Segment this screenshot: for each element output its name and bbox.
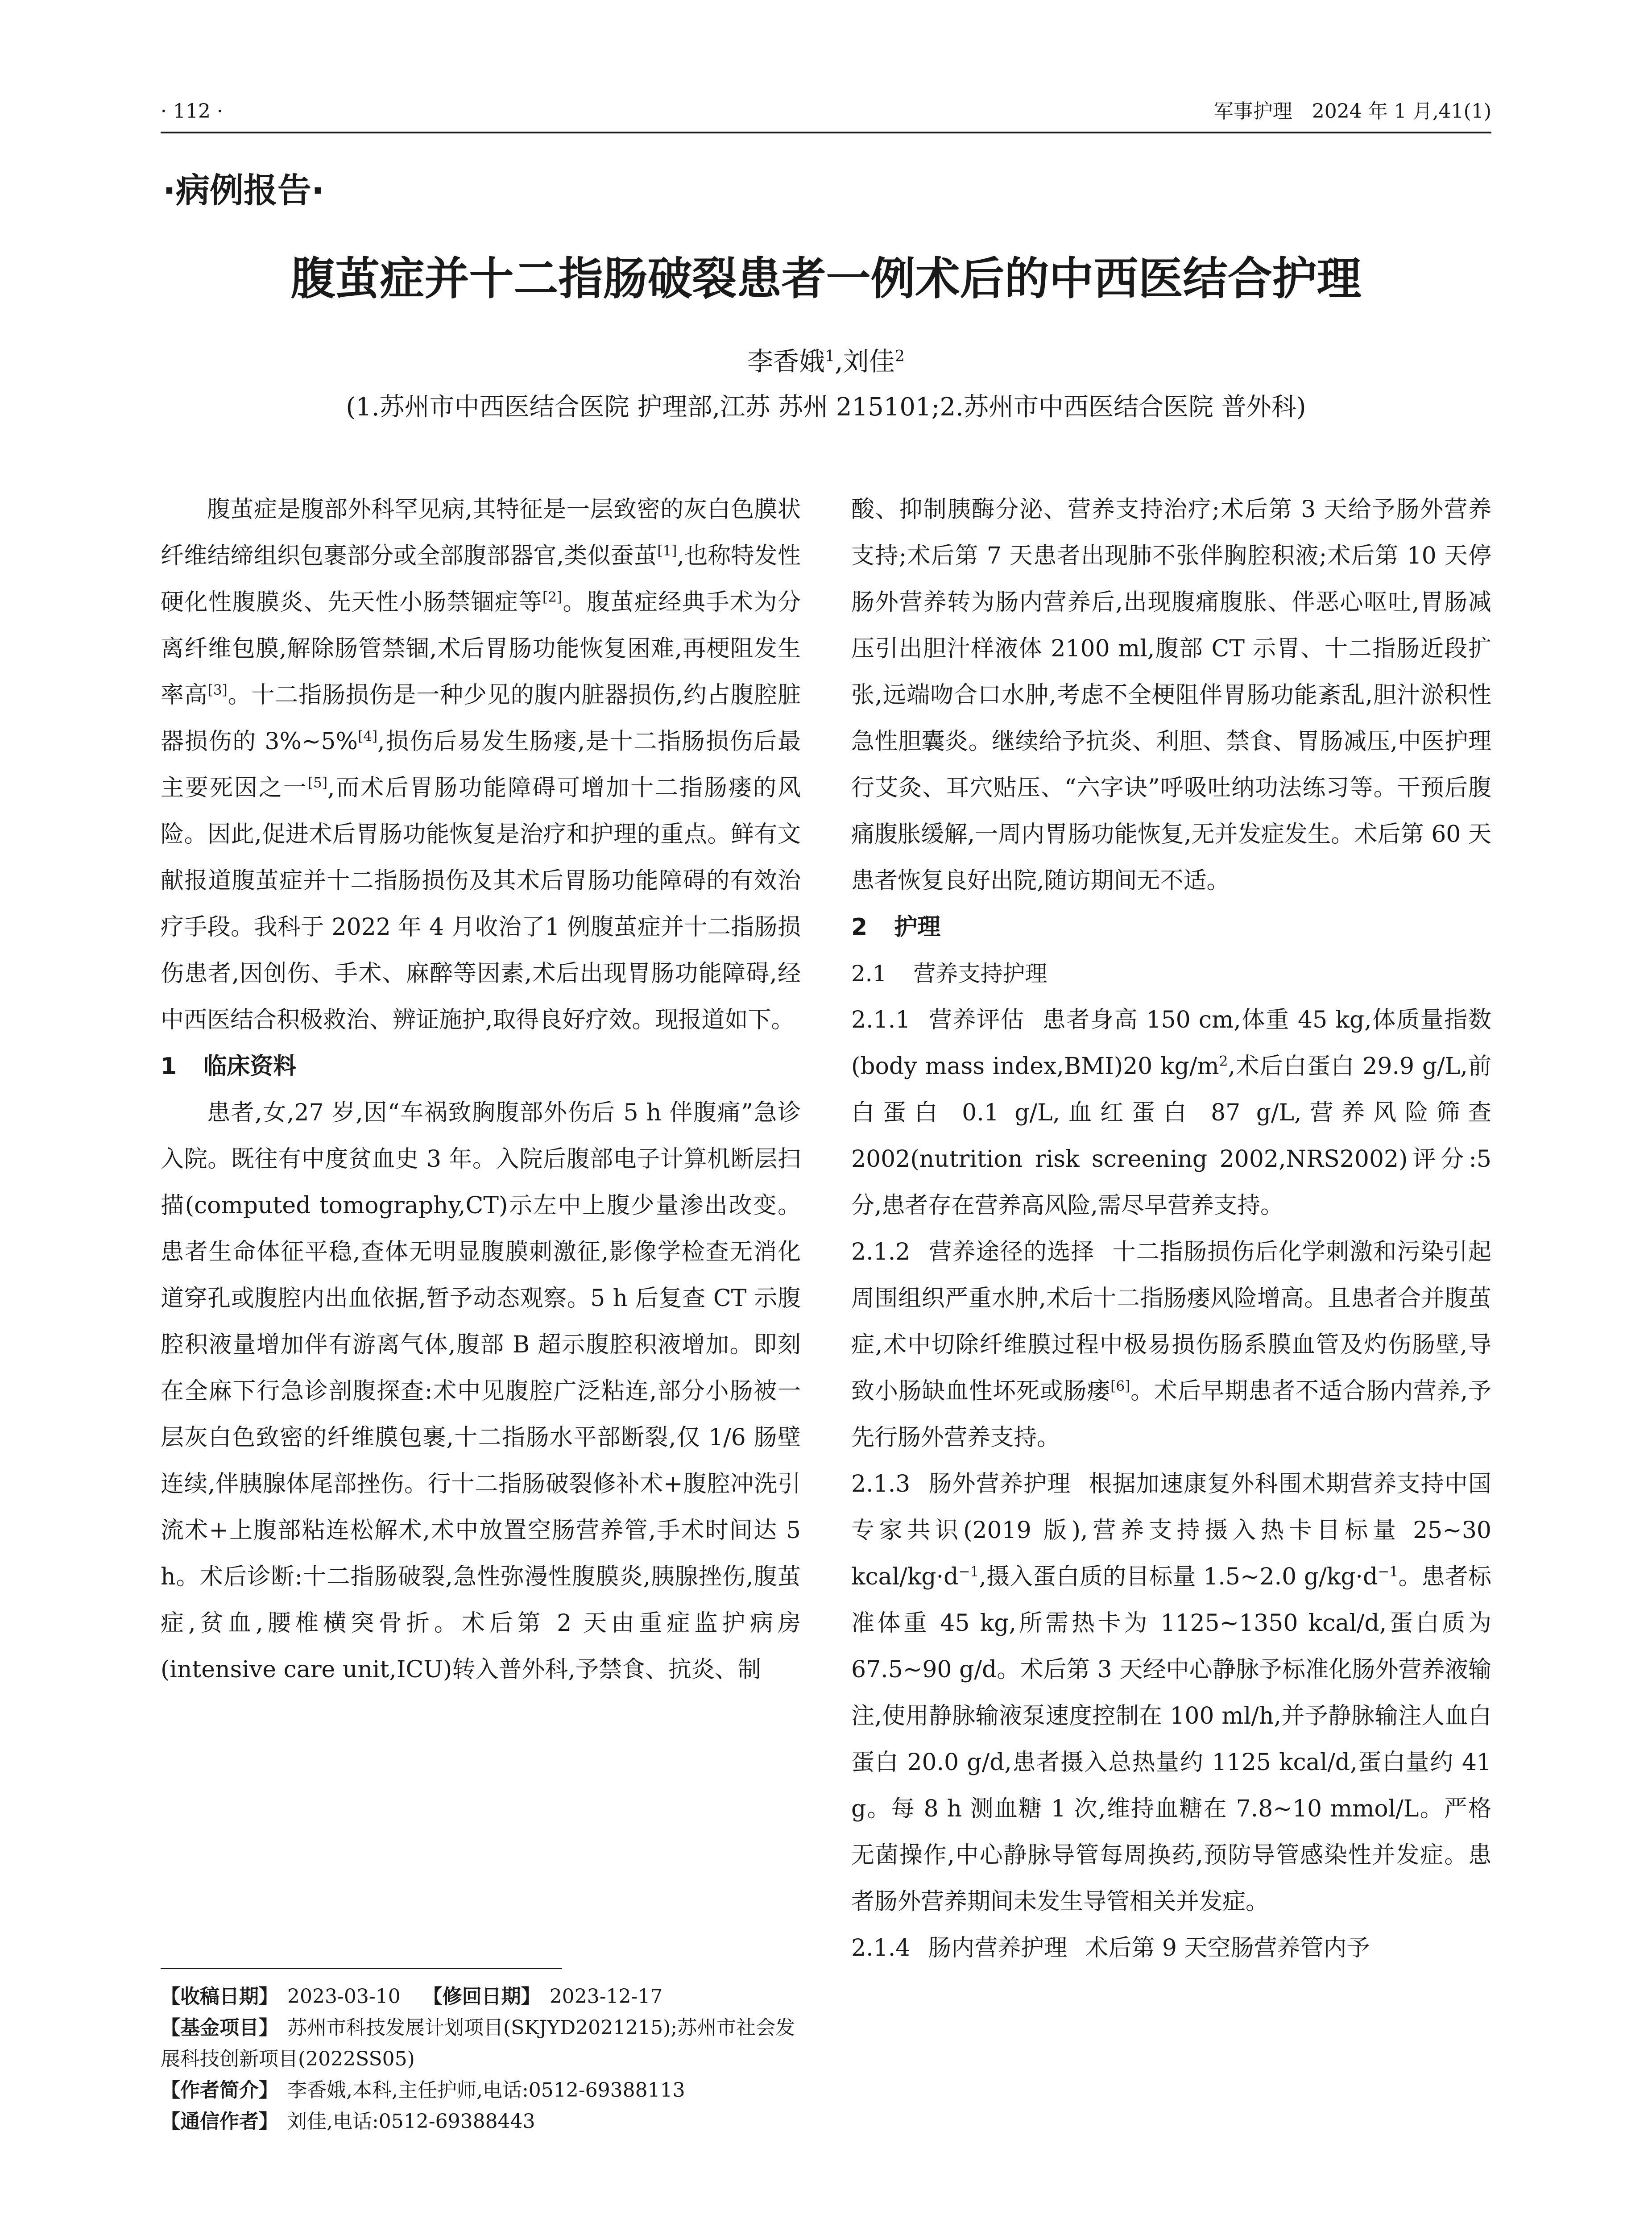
author-affil-mark: 1	[825, 347, 835, 365]
enteral-nutrition-paragraph: 2.1.4 肠内营养护理 术后第 9 天空肠营养管内予	[851, 1935, 1370, 1961]
citation[interactable]: [5]	[307, 775, 328, 791]
parenteral-nutrition-paragraph: 2.1.3 肠外营养护理 根据加速康复外科围术期营养支持中国专家共识(2019 版),营养支持摄入热卡目标量 25~30 kcal/$kg\cdot d^{-1}$,摄入蛋白质的目标量 1.5~2.0 $g/kg\cdot d^{-1}$。患者标准体重 45 kg,所需热卡为 1125~1350 kcal/d,蛋白质为 67.5~90 g/d。术后第 3 天经中心静脉予标准化肠外营养液输注,使用静脉输液泵速度控制在 100 ml/h,并予静脉输注人血白蛋白 20.0 g/d,患者摄入总热量约 1125 kcal/d,蛋白量约 41 g。每 8 h 测血糖 1 次,维持血糖在 7.8~10 mmol/L。严格无菌操作,中心静脉导管每周换药,预防导管感染性并发症。患者肠外营养期间未发生导管相关并发症。	[851, 1471, 1491, 1915]
right-column	[851, 486, 1491, 1971]
journal-info: 军事护理 2024 年 1 月,41(1)	[1213, 100, 1491, 123]
clinical-paragraph-continued: 酸、抑制胰酶分泌、营养支持治疗;术后第 3 天给予肠外营养支持;术后第 7 天患者出现肺不张伴胸腔积液;术后第 10 天停肠外营养转为肠内营养后,出现腹痛腹胀、伴恶心呕吐,胃肠减压引出胆汁样液体 2100 ml,腹部 CT 示胃、十二指肠近段扩张,远端吻合口水肿,考虑不全梗阻伴胃肠功能紊乱,胆汁淤积性急性胆囊炎。继续给予抗炎、利胆、禁食、胃肠减压,中医护理行艾灸、耳穴贴压、“六字诀”呼吸吐纳功法练习等。干预后腹痛腹胀缓解,一周内胃肠功能恢复,无并发症发生。术后第 60 天患者恢复良好出院,随访期间无不适。	[851, 496, 1491, 894]
clinical-paragraph: 患者,女,27 岁,因“车祸致胸腹部外伤后 5 h 伴腹痛”急诊入院。既往有中度贫血史 3 年。入院后腹部电子计算机断层扫描(computed tomography,CT)示左中上腹少量渗出改变。患者生命体征平稳,查体无明显腹膜刺激征,影像学检查无消化道穿孔或腹腔内出血依据,暂予动态观察。5 h 后复查 CT 示腹腔积液量增加伴有游离气体,腹部 B 超示腹腔积液增加。即刻在全麻下行急诊剖腹探查:术中见腹腔广泛粘连,部分小肠被一层灰白色致密的纤维膜包裹,十二指肠水平部断裂,仅 1/6 肠壁连续,伴胰腺体尾部挫伤。行十二指肠破裂修补术+腹腔冲洗引流术+上腹部粘连松解术,术中放置空肠营养管,手术时间达 5 h。术后诊断:十二指肠破裂,急性弥漫性腹膜炎,胰腺挫伤,腹茧症,贫血,腰椎横突骨折。术后第 2 天由重症监护病房(intensive care unit,ICU)转入普外科,予禁食、抗炎、制	[161, 1099, 801, 1683]
citation[interactable]: [3]	[207, 682, 228, 698]
author-name: 刘佳	[843, 346, 895, 377]
left-column	[161, 486, 801, 1693]
author-separator: ,	[835, 346, 843, 377]
citation[interactable]: [1]	[657, 543, 677, 559]
nutrition-assessment-paragraph: 2.1.1 营养评估 患者身高 150 cm,体重 45 kg,体质量指数(body mass index,BMI)20 $kg/m^2$,术后白蛋白 29.9 g/L,前白蛋白 0.1 g/L,血红蛋白 87 g/L,营养风险筛查 2002(nutrition risk screening 2002,NRS2002)评分:5 分,患者存在营养高风险,需尽早营养支持。	[851, 1007, 1491, 1219]
footnote-dates: 【收稿日期】 2023-03-10 【修回日期】 2023-12-17	[161, 1985, 663, 2008]
nutrition-route-paragraph: 2.1.2 营养途径的选择 十二指肠损伤后化学刺激和污染引起周围组织严重水肿,术后十二指肠瘘风险增高。且患者合并腹茧症,术中切除纤维膜过程中极易损伤肠系膜血管及灼伤肠壁,导致小肠缺血性坏死或肠瘘[6]。术后早期患者不适合肠内营养,予先行肠外营养支持。	[851, 1239, 1491, 1451]
author-name: 李香娥	[747, 346, 825, 377]
citation[interactable]: [4]	[357, 728, 378, 745]
citation[interactable]: [2]	[542, 589, 563, 605]
footnote-rule	[161, 1968, 562, 1969]
section-heading: 2 护理	[851, 914, 941, 941]
subsection-heading: 2.1 营养支持护理	[851, 961, 1048, 987]
footnote-fund: 【基金项目】 苏州市科技发展计划项目(SKJYD2021215);苏州市社会发展科技创新项目(2022SS05)	[161, 2016, 795, 2070]
authors	[161, 341, 1491, 382]
footnote-correspondence: 【通信作者】 刘佳,电话:0512-69388443	[161, 2110, 535, 2133]
header-rule	[161, 132, 1491, 133]
author-affil-mark: 2	[894, 347, 905, 365]
paper-title: 腹茧症并十二指肠破裂患者一例术后的中西医结合护理	[290, 253, 1362, 305]
footnotes	[161, 1981, 801, 2137]
section-tag: ·病例报告·	[163, 170, 324, 210]
page-number: · 112 ·	[161, 100, 223, 123]
affiliations: (1.苏州市中西医结合医院 护理部,江苏 苏州 215101;2.苏州市中西医结合医院 普外科)	[346, 393, 1306, 422]
citation[interactable]: [6]	[1110, 1378, 1130, 1394]
section-heading: 1 临床资料	[161, 1053, 297, 1080]
intro-paragraph: 腹茧症是腹部外科罕见病,其特征是一层致密的灰白色膜状纤维结缔组织包裹部分或全部腹部器官,类似蚕茧[1],也称特发性硬化性腹膜炎、先天性小肠禁锢症等[2]。腹茧症经典手术为分离纤维包膜,解除肠管禁锢,术后胃肠功能恢复困难,再梗阻发生率高[3]。十二指肠损伤是一种少见的腹内脏器损伤,约占腹腔脏器损伤的 3%~5%[4],损伤后易发生肠瘘,是十二指肠损伤后最主要死因之一[5],而术后胃肠功能障碍可增加十二指肠瘘的风险。因此,促进术后胃肠功能恢复是治疗和护理的重点。鲜有文献报道腹茧症并十二指肠损伤及其术后胃肠功能障碍的有效治疗手段。我科于 2022 年 4 月收治了1 例腹茧症并十二指肠损伤患者,因创伤、手术、麻醉等因素,术后出现胃肠功能障碍,经中西医结合积极救治、辨证施护,取得良好疗效。现报道如下。	[161, 496, 801, 1033]
footnote-author: 【作者简介】 李香娥,本科,主任护师,电话:0512-69388113	[161, 2079, 685, 2102]
